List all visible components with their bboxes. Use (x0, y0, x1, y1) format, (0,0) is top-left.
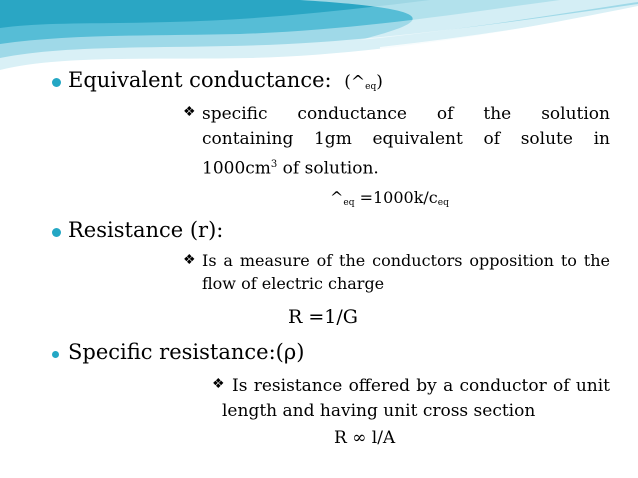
heading-text: Equivalent conductance: (68, 68, 332, 92)
formula-subscript: eq (343, 198, 355, 208)
detail-line: flow of electric charge (202, 274, 385, 293)
detail-tail: of solution. (277, 158, 379, 179)
detail-equivalent-conductance (202, 102, 610, 182)
formula-specific-resistance: R ∞ l/A (334, 428, 396, 448)
heading-subscript: eq (365, 82, 377, 92)
detail-superscript: 3 (270, 159, 278, 170)
detail-line (222, 374, 610, 399)
round-bullet-icon (52, 228, 61, 237)
formula-text: =1000k/c (354, 188, 438, 207)
formula-resistance: R =1/G (288, 306, 358, 328)
heading-specific-resistance: Specific resistance:(ρ) (68, 340, 305, 364)
detail-text: 1000cm (202, 158, 271, 179)
sub-bullet-icon: ❖ (183, 104, 196, 120)
detail-line: specific conductance of the solution (202, 104, 610, 124)
formula-symbol: ^ (330, 188, 344, 207)
detail-text: Is resistance offered by a conductor of unit (232, 376, 610, 396)
detail-specific-resistance (222, 374, 610, 424)
formula-equivalent-conductance (330, 188, 449, 208)
formula-subscript: eq (437, 198, 449, 208)
detail-line: length and having unit cross section (222, 401, 536, 421)
sub-bullet-icon: ❖ (183, 252, 196, 268)
detail-line: containing 1gm equivalent of solute in (202, 129, 610, 149)
detail-line: Is a measure of the conductors opposition to the (202, 251, 610, 270)
heading-equivalent-conductance (68, 68, 383, 92)
heading-symbol: (^ (344, 72, 366, 92)
heading-close: ) (376, 72, 383, 92)
detail-resistance (202, 249, 610, 295)
sub-bullet-icon: ❖ (212, 376, 225, 392)
detail-line (202, 152, 610, 182)
round-bullet-icon (52, 351, 59, 358)
heading-resistance: Resistance (r): (68, 218, 224, 242)
round-bullet-icon (52, 78, 61, 87)
